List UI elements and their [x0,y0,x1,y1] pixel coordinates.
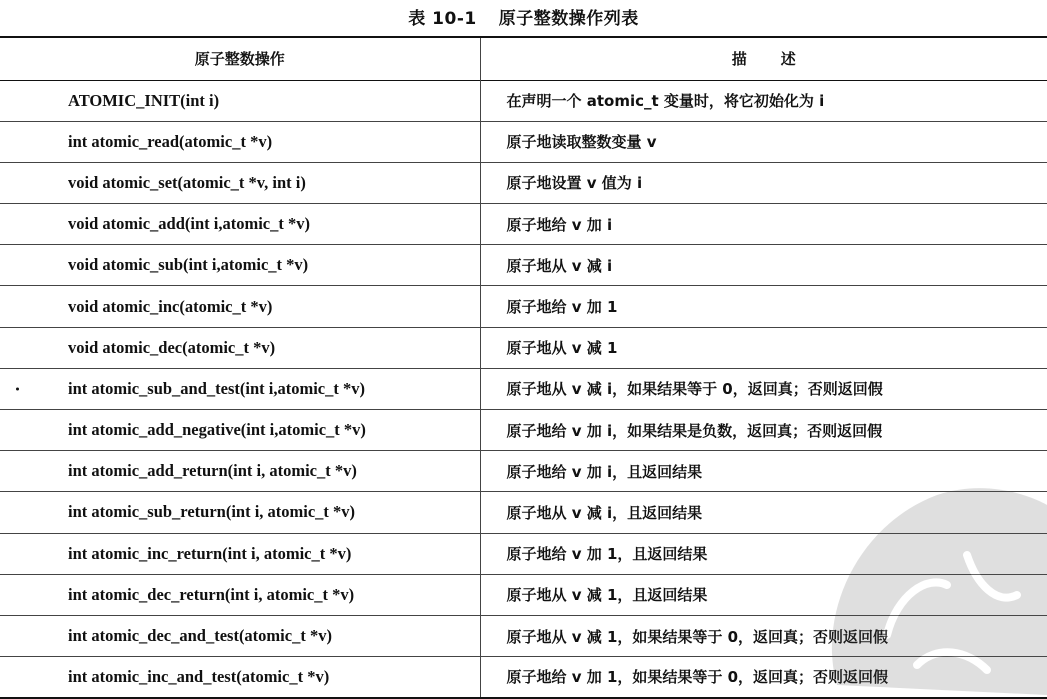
operation-cell: ATOMIC_INIT(int i) [68,90,220,110]
operation-cell: int atomic_read(atomic_t *v) [68,131,273,151]
description-cell: 原子地给 v 加 1，且返回结果 [480,533,1047,574]
description-cell: 原子地从 v 减 i，如果结果等于 0，返回真；否则返回假 [480,368,1047,409]
table-row [0,327,1047,368]
description-cell: 原子地设置 v 值为 i [480,162,1047,203]
operation-cell: void atomic_sub(int i,atomic_t *v) [68,255,309,275]
header-operation: 原子整数操作 [194,50,285,69]
operation-cell: void atomic_dec(atomic_t *v) [68,337,276,357]
description-cell: 原子地从 v 减 i [480,245,1047,286]
header-description [480,37,1047,80]
operation-text: int atomic_sub_and_test(int i,atomic_t *v) [68,378,365,398]
description-cell: 原子地给 v 加 i，如果结果是负数，返回真；否则返回假 [480,410,1047,451]
table-row [0,574,1047,615]
table-title: 原子整数操作列表 [498,9,639,29]
table-caption [0,4,1047,29]
description-cell: 原子地给 v 加 1，如果结果等于 0，返回真；否则返回假 [480,657,1047,698]
table-row [0,533,1047,574]
description-cell: 原子地读取整数变量 v [480,121,1047,162]
table-header-row [0,37,1047,80]
description-cell: 原子地给 v 加 i [480,204,1047,245]
description-cell: 原子地从 v 减 1，且返回结果 [480,574,1047,615]
operation-cell: int atomic_dec_and_test(atomic_t *v) [68,626,332,646]
table-row [0,204,1047,245]
table-number: 表 10-1 [408,9,477,29]
operation-cell [0,368,480,409]
header-description-label: 描述 [731,50,830,69]
description-cell: 原子地从 v 减 1，如果结果等于 0，返回真；否则返回假 [480,615,1047,656]
operation-cell: void atomic_set(atomic_t *v, int i) [68,172,306,192]
operation-cell: int atomic_inc_return(int i, atomic_t *v) [68,543,352,563]
table-row [0,451,1047,492]
description-cell: 原子地从 v 减 1 [480,327,1047,368]
table-row [0,410,1047,451]
description-cell: 原子地给 v 加 i，且返回结果 [480,451,1047,492]
operation-cell: int atomic_add_negative(int i,atomic_t *v) [68,420,366,440]
description-cell: 原子地给 v 加 1 [480,286,1047,327]
operation-cell: int atomic_sub_return(int i, atomic_t *v) [68,502,356,522]
table-row [0,615,1047,656]
operation-cell: int atomic_dec_return(int i, atomic_t *v) [68,584,355,604]
bullet-dot-icon [16,387,19,390]
table-row [0,162,1047,203]
table-row [0,286,1047,327]
atomic-operations-table [0,36,1047,699]
operation-cell: int atomic_add_return(int i, atomic_t *v) [68,461,357,481]
table-row [0,245,1047,286]
description-cell: 原子地从 v 减 i，且返回结果 [480,492,1047,533]
table-row [0,121,1047,162]
table-row [0,368,1047,409]
table-body [0,80,1047,698]
table-row [0,657,1047,698]
operation-cell: void atomic_inc(atomic_t *v) [68,296,273,316]
table-row [0,492,1047,533]
operation-cell: int atomic_inc_and_test(atomic_t *v) [68,666,330,686]
table-row [0,80,1047,121]
operation-cell: void atomic_add(int i,atomic_t *v) [68,214,310,234]
description-cell: 在声明一个 atomic_t 变量时，将它初始化为 i [480,80,1047,121]
